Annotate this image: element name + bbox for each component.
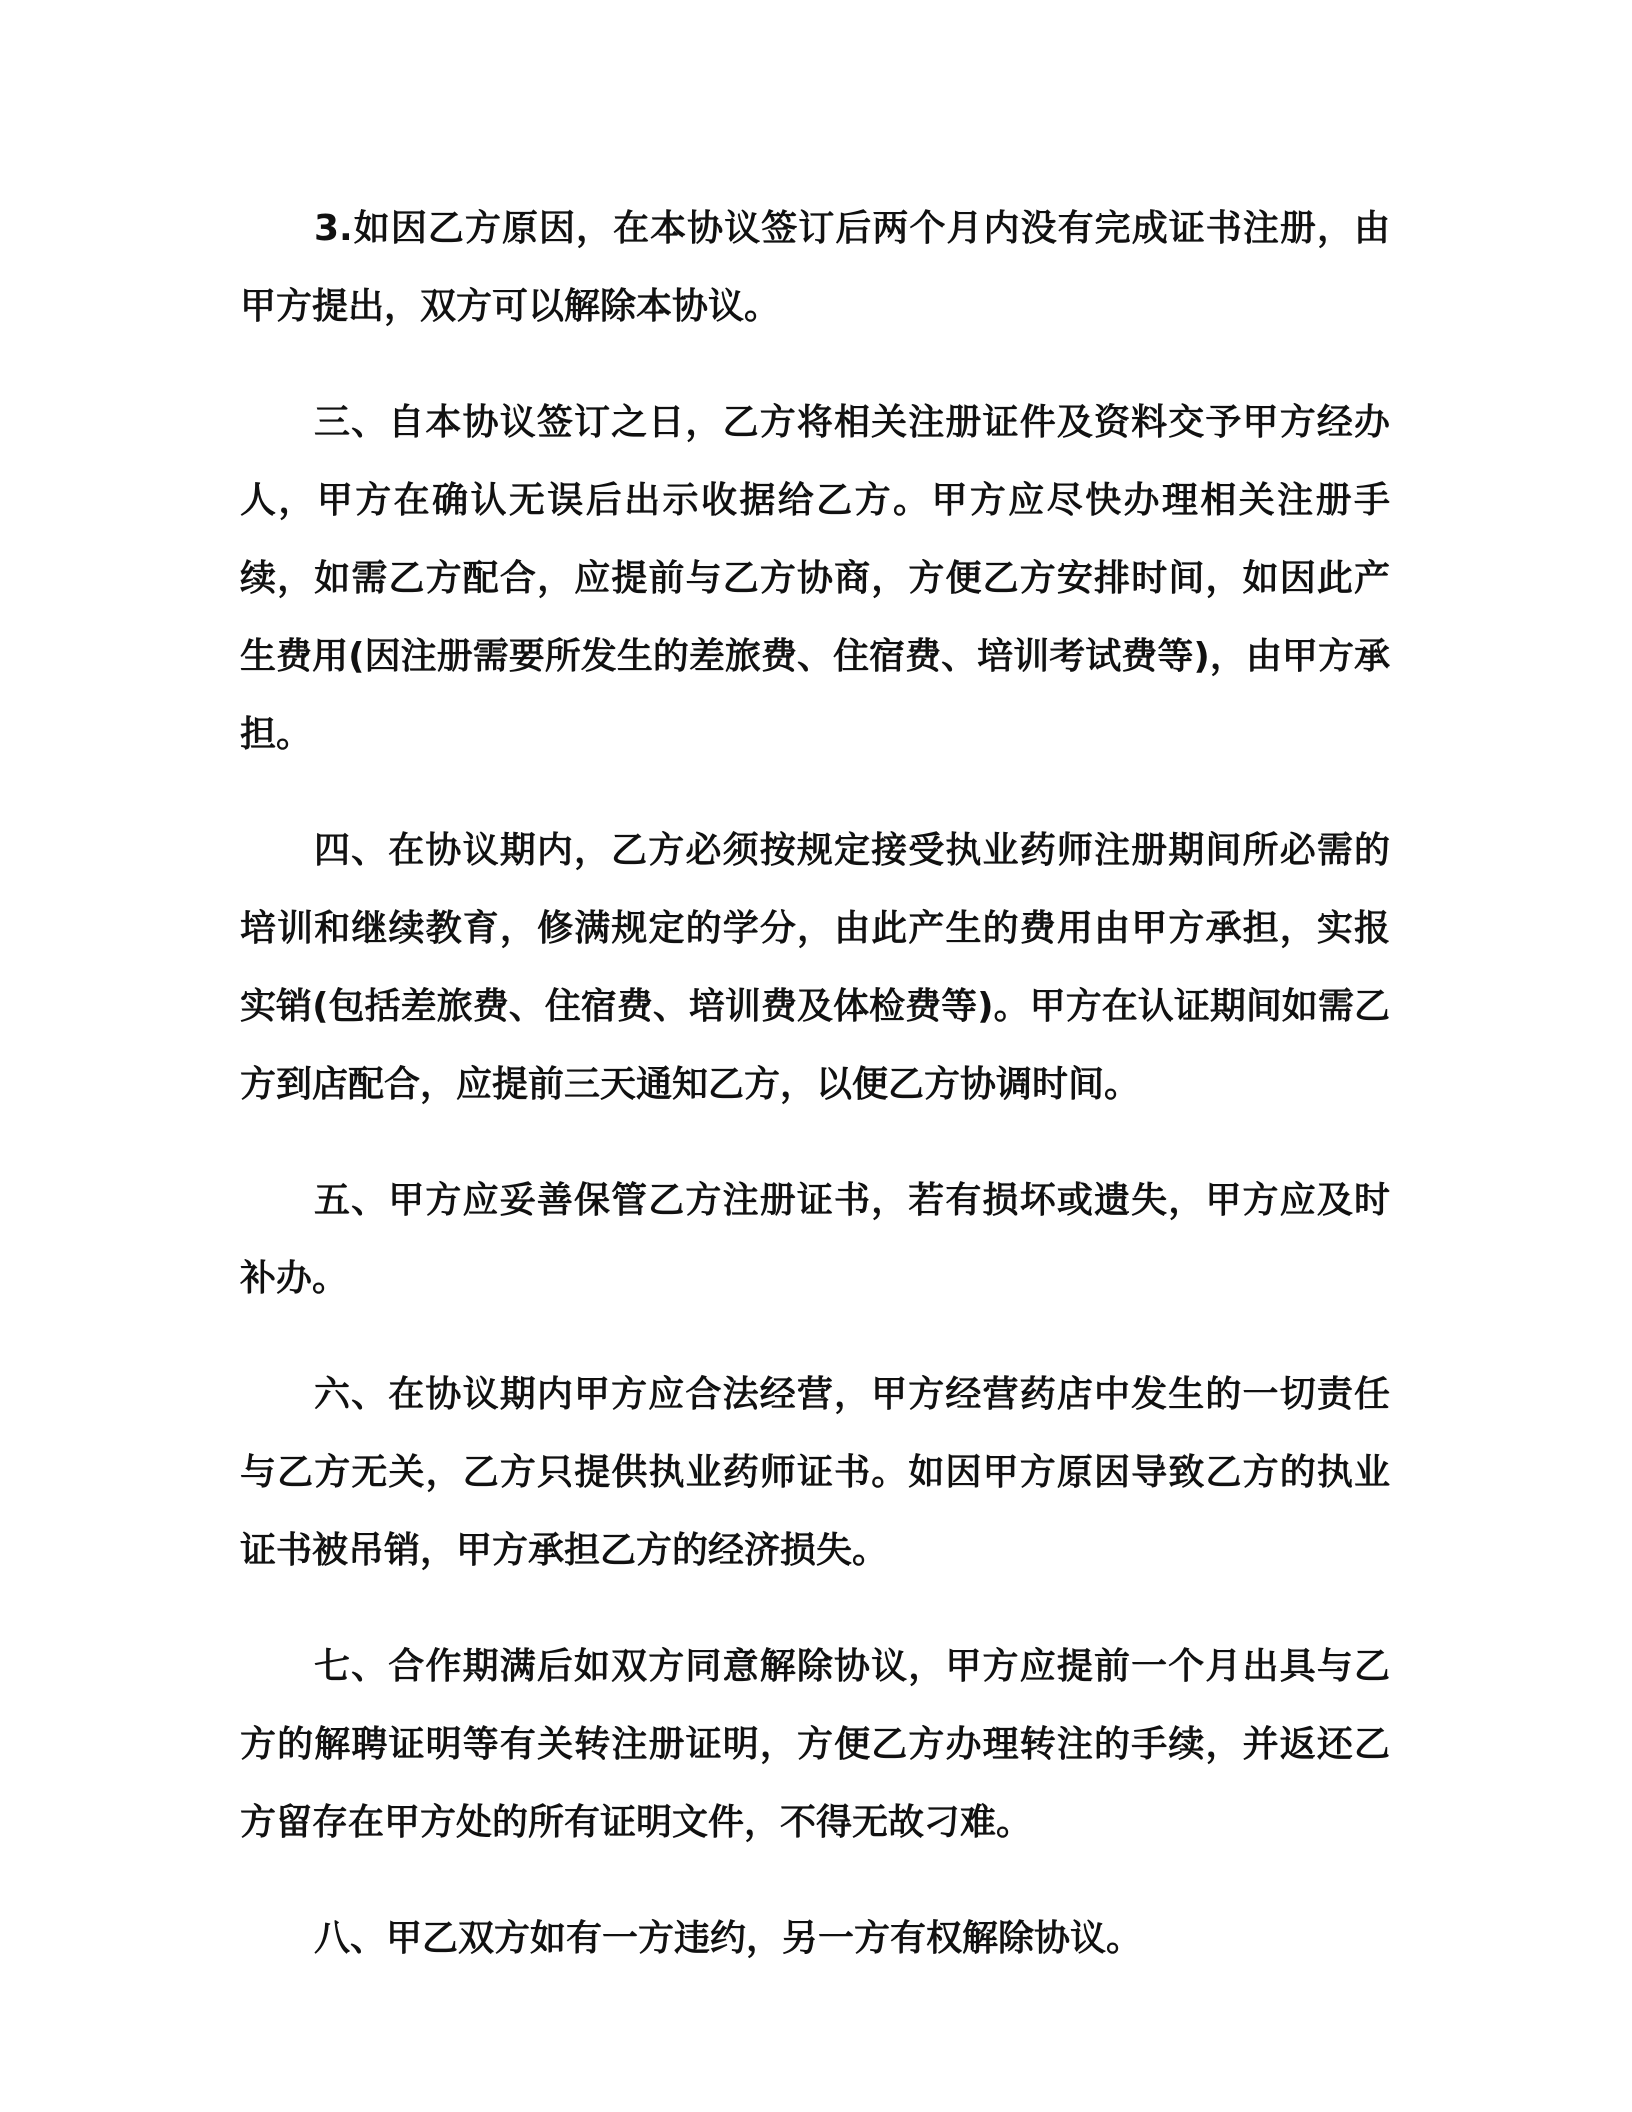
clause-six-lawful-operation: 六、在协议期内甲方应合法经营，甲方经营药店中发生的一切责任与乙方无关，乙方只提供执业药师证书。如因甲方原因导致乙方的执业证书被吊销，甲方承担乙方的经济损失。 (240, 1374, 1390, 1571)
clause-seven-expiry-transfer: 七、合作期满后如双方同意解除协议，甲方应提前一个月出具与乙方的解聘证明等有关转注册证明，方便乙方办理转注的手续，并返还乙方留存在甲方处的所有证明文件，不得无故刁难。 (240, 1646, 1390, 1843)
document-page (240, 190, 1390, 2016)
clause-three-documents-handover: 三、自本协议签订之日，乙方将相关注册证件及资料交予甲方经办人，甲方在确认无误后出示收据给乙方。甲方应尽快办理相关注册手续，如需乙方配合，应提前与乙方协商，方便乙方安排时间，如因此产生费用(因注册需要所发生的差旅费、住宿费、培训考试费等)，由甲方承担。 (240, 402, 1390, 755)
clause-five-certificate-custody: 五、甲方应妥善保管乙方注册证书，若有损坏或遗失，甲方应及时补办。 (240, 1180, 1390, 1299)
clause-eight-breach: 八、甲乙双方如有一方违约，另一方有权解除协议。 (314, 1918, 1143, 1959)
clause-3-termination-registration: 3.如因乙方原因，在本协议签订后两个月内没有完成证书注册，由甲方提出，双方可以解除本协议。 (240, 208, 1390, 327)
clause-four-training-education: 四、在协议期内，乙方必须按规定接受执业药师注册期间所必需的培训和继续教育，修满规定的学分，由此产生的费用由甲方承担，实报实销(包括差旅费、住宿费、培训费及体检费等)。甲方在认证期间如需乙方到店配合，应提前三天通知乙方，以便乙方协调时间。 (240, 830, 1390, 1105)
